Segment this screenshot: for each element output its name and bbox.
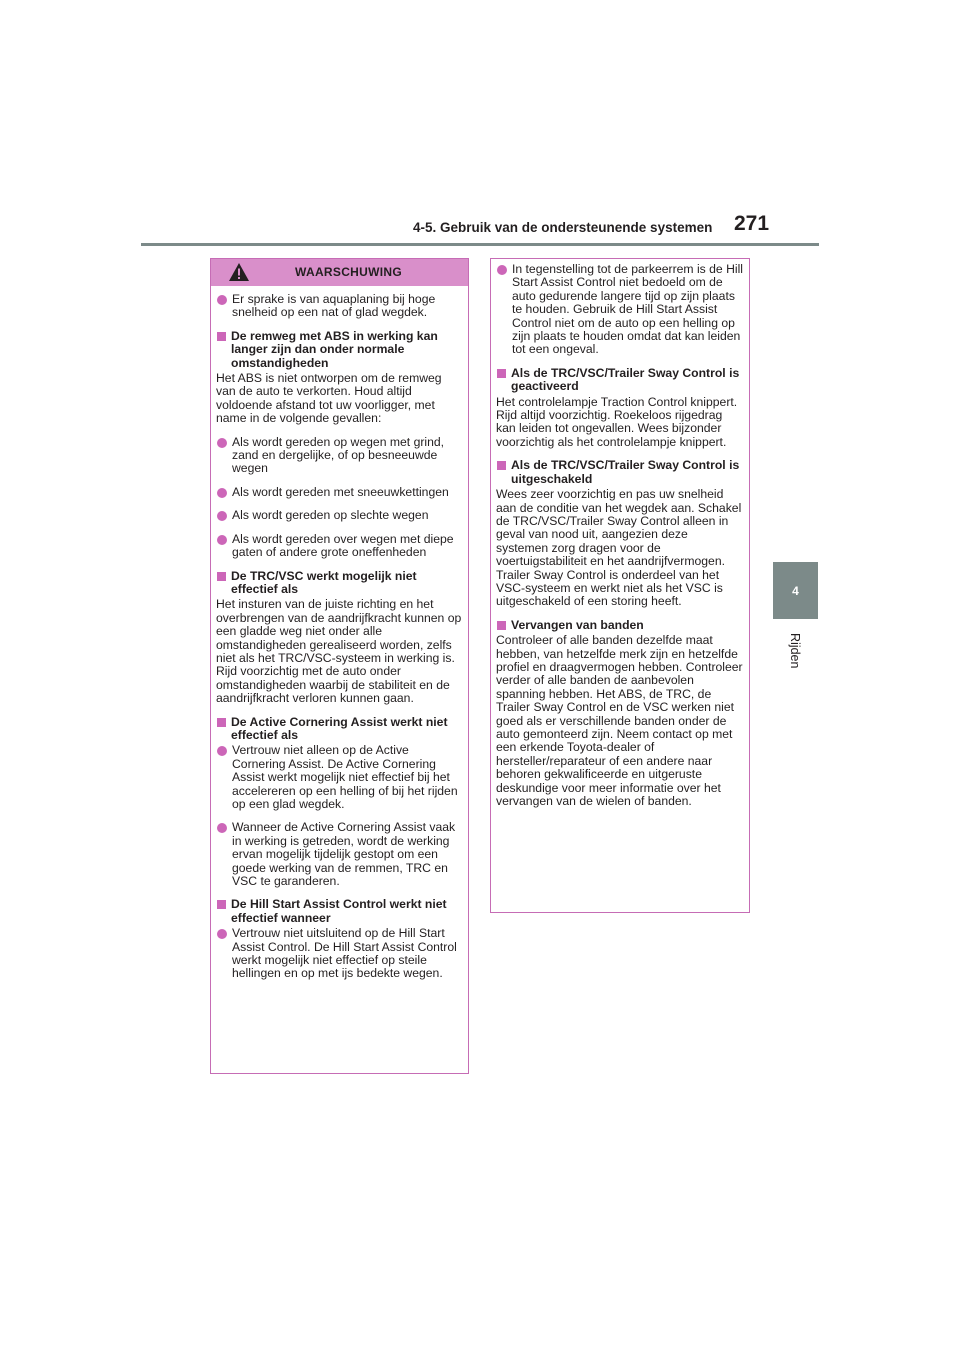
chapter-label: Rijden bbox=[788, 633, 802, 669]
bullet-icon bbox=[217, 295, 227, 305]
paragraph: Het controlelampje Traction Control knippert. Rijd altijd voorzichtig. Roekeloos rijgedrag kan leiden tot ongevallen. Wees bijzonder voorzichtig als het controlelampje knippert. bbox=[496, 394, 738, 449]
warning-triangle-icon bbox=[228, 262, 250, 282]
subheading: Als de TRC/VSC/Trailer Sway Control is geactiveerd bbox=[496, 367, 743, 394]
paragraph: Het insturen van de juiste richting en het overbrengen van de aandrijfkracht kunnen op een gladde weg niet onder alle omstandigheden gerealiseerd worden, zelfs niet als het TRC/VSC-systeem in werking is. Rijd voorzichtig met de auto onder omstandigheden waarbij de stabiliteit en de aandrijfkracht verloren kunnen gaan. bbox=[216, 597, 462, 706]
list-item: Als wordt gereden op wegen met grind, zand en dergelijke, of op besneeuwde wegen bbox=[216, 436, 462, 476]
list-item: Als wordt gereden over wegen met diepe gaten of andere grote oneffenheden bbox=[216, 533, 462, 560]
list-item: Er sprake is van aquaplaning bij hoge snelheid op een nat of glad wegdek. bbox=[216, 293, 462, 320]
list-item: Wanneer de Active Cornering Assist vaak in werking is getreden, wordt de werking ervan mogelijk tijdelijk gestopt om een goede werking van de remmen, TRC en VSC te garanderen. bbox=[216, 821, 462, 888]
paragraph: Controleer of alle banden dezelfde maat hebben, van hetzelfde merk zijn en hetzelfde profiel en draagvermogen hebben. Controleer verder of alle banden de aanbevolen spanning hebben. Het ABS, de TRC, de Trailer Sway Control en de VSC werken niet goed als er verschillende banden onder de auto gemonteerd zijn. Neem contact op met een erkende Toyota-dealer of hersteller/reparateur of een andere naar behoren gekwalificeerde en uitgeruste deskundige voor meer informatie over het vervangen van de wielen of banden. bbox=[496, 633, 743, 809]
paragraph: Wees zeer voorzichtig en pas uw snelheid aan de conditie van het wegdek aan. Schakel de TRC/VSC/Trailer Sway Control alleen in geval van nood uit, aangezien deze systemen zorg dragen voor de voertuigstabiliteit en het aandrijfvermogen. Trailer Sway Control is onderdeel van het VSC-systeem en werkt niet als het VSC is uitgeschakeld of een storing heeft. bbox=[496, 487, 742, 609]
list-item: Als wordt gereden op slechte wegen bbox=[216, 509, 462, 522]
square-bullet-icon bbox=[497, 621, 506, 630]
bullet-icon bbox=[217, 929, 227, 939]
subheading: Vervangen van banden bbox=[496, 619, 743, 632]
bullet-icon bbox=[217, 438, 227, 448]
chapter-tab[interactable] bbox=[773, 562, 818, 619]
list-item: Vertrouw niet alleen op de Active Cornering Assist. De Active Cornering Assist werkt mogelijk niet effectief bij het accelereren op een helling of bij het rijden op een glad wegdek. bbox=[216, 744, 462, 811]
bullet-icon bbox=[217, 823, 227, 833]
section-title: 4-5. Gebruik van de ondersteunende systemen bbox=[413, 220, 713, 235]
bullet-icon bbox=[217, 488, 227, 498]
square-bullet-icon bbox=[497, 369, 506, 378]
warning-title: WAARSCHUWING bbox=[295, 264, 402, 279]
page-number: 271 bbox=[734, 212, 770, 235]
list-item: In tegenstelling tot de parkeerrem is de Hill Start Assist Control niet bedoeld om de auto gedurende langere tijd op zijn plaats te houden. Gebruik de Hill Start Assist Control niet om de auto op een helling op zijn plaats te houden omdat dat kan leiden tot een ongeval. bbox=[496, 263, 743, 357]
square-bullet-icon bbox=[217, 718, 226, 727]
list-item: Vertrouw niet uitsluitend op de Hill Start Assist Control. De Hill Start Assist Control werkt mogelijk niet effectief op steile hellingen en op met ijs bedekte wegen. bbox=[216, 927, 462, 981]
subheading: Als de TRC/VSC/Trailer Sway Control is uitgeschakeld bbox=[496, 459, 743, 486]
warning-box-right bbox=[490, 258, 750, 913]
header-divider bbox=[141, 243, 819, 246]
list-item: Als wordt gereden met sneeuwkettingen bbox=[216, 486, 462, 499]
warning-header bbox=[211, 259, 468, 286]
subheading: De remweg met ABS in werking kan langer zijn dan onder normale omstandigheden bbox=[216, 330, 462, 370]
subheading: De Hill Start Assist Control werkt niet effectief wanneer bbox=[216, 898, 462, 925]
square-bullet-icon bbox=[497, 461, 506, 470]
square-bullet-icon bbox=[217, 332, 226, 341]
bullet-icon bbox=[217, 535, 227, 545]
warning-box-left bbox=[210, 258, 469, 1074]
bullet-icon bbox=[217, 511, 227, 521]
square-bullet-icon bbox=[217, 572, 226, 581]
bullet-icon bbox=[217, 746, 227, 756]
paragraph: Het ABS is niet ontworpen om de remweg van de auto te verkorten. Houd altijd voldoende afstand tot uw voorligger, met name in de volgende gevallen: bbox=[216, 371, 442, 426]
subheading: De TRC/VSC werkt mogelijk niet effectief als bbox=[216, 570, 462, 597]
square-bullet-icon bbox=[217, 900, 226, 909]
subheading: De Active Cornering Assist werkt niet effectief als bbox=[216, 716, 462, 743]
chapter-number: 4 bbox=[792, 583, 799, 598]
bullet-icon bbox=[497, 265, 507, 275]
